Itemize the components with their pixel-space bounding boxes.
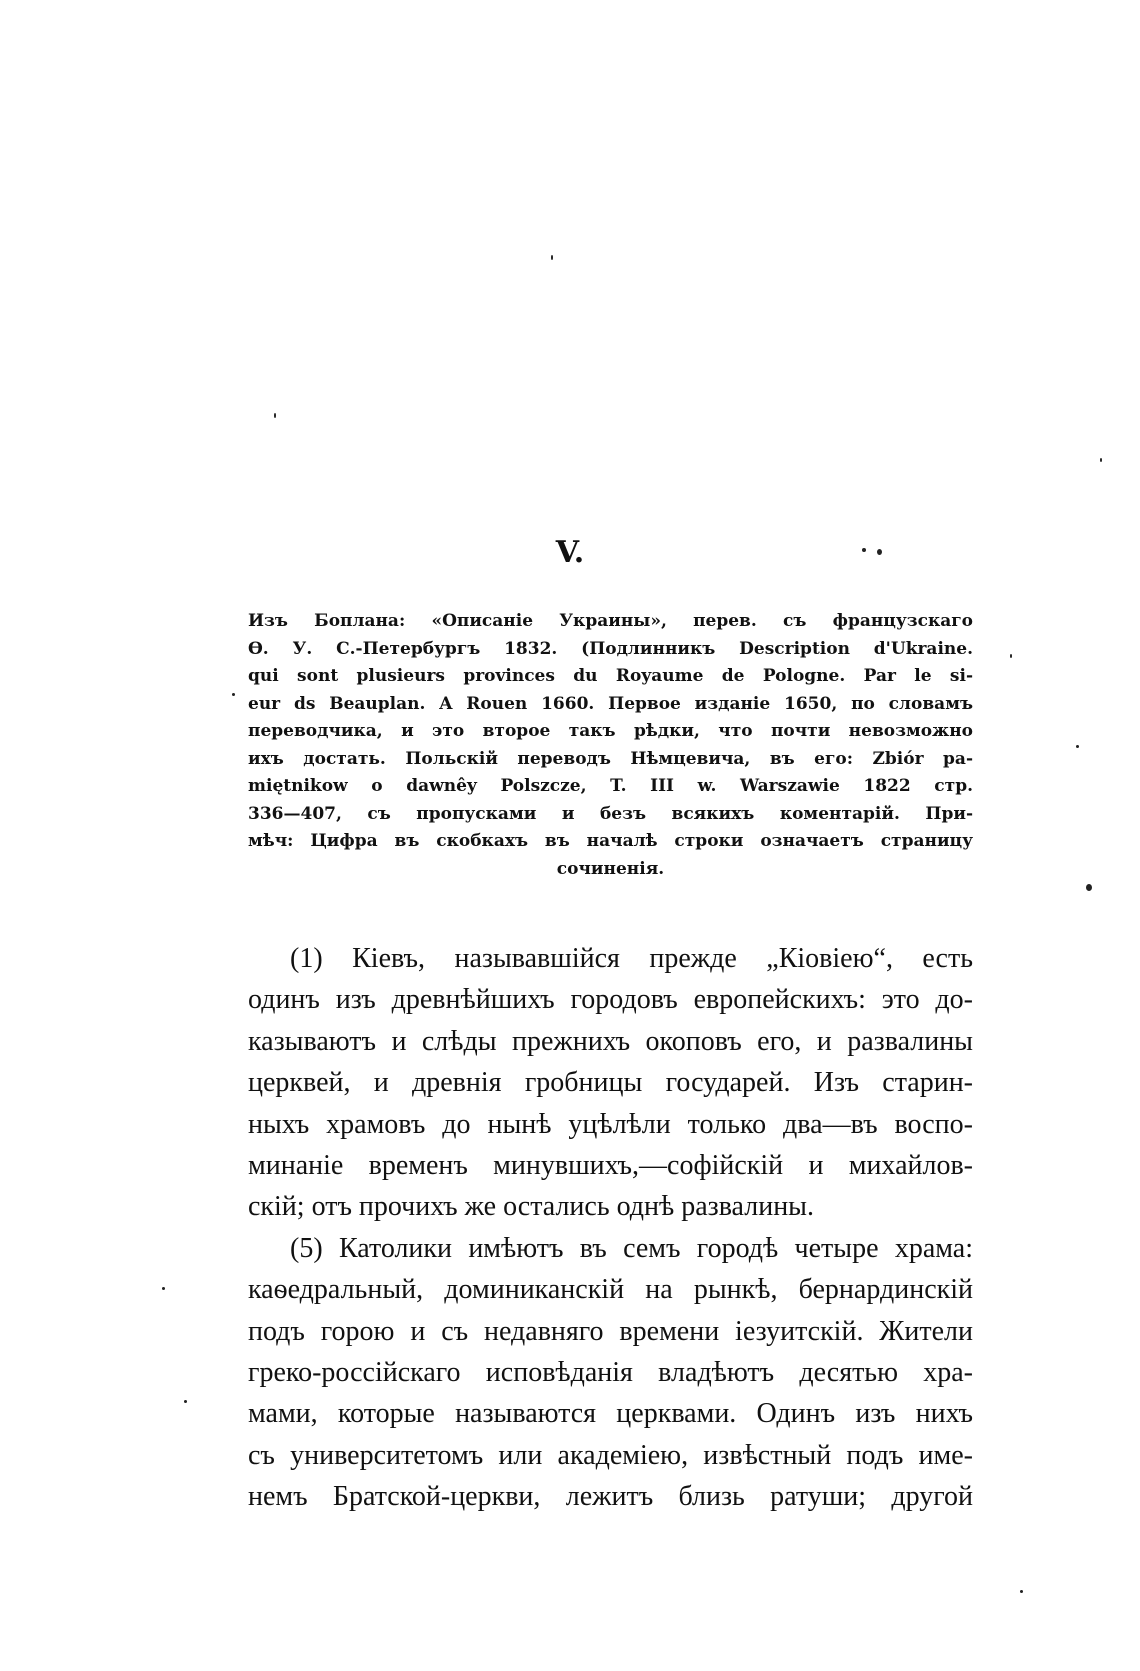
intro-line: ихъ достать. Польскій переводъ Нѣмцевича, въ его: Zbiór pa- — [248, 748, 973, 769]
scan-speck — [232, 693, 235, 696]
scan-speck — [1020, 1590, 1023, 1593]
intro-note — [248, 608, 973, 883]
intro-line: мѣч: Цифра въ скобкахъ въ началѣ строки означаетъ страницу — [248, 831, 973, 851]
intro-line: qui sont plusieurs provinces du Royaume de Pologne. Par le si- — [248, 666, 973, 686]
intro-line: miętnikow o dawnêy Polszcze, T. III w. Warszawie 1822 стр. — [248, 776, 973, 796]
intro-line: сочиненія. — [556, 858, 665, 879]
scan-speck — [1100, 458, 1102, 462]
paragraph-line: греко-россійскаго исповѣданія владѣютъ десятью хра- — [248, 1356, 973, 1388]
paragraph-line: одинъ изъ древнѣйшихъ городовъ европейскихъ: это до- — [248, 984, 973, 1016]
intro-line: Изъ Боплана: «Описаніе Украины», перев. съ французскаго — [248, 611, 973, 631]
paragraph-line: ныхъ храмовъ до нынѣ уцѣлѣли только два—въ воспо- — [248, 1108, 973, 1140]
scan-speck — [1086, 884, 1092, 891]
scan-speck — [1076, 745, 1079, 748]
paragraph-line: съ университетомъ или академіею, извѣстный подъ име- — [248, 1439, 973, 1471]
paragraph-line: подъ горою и съ недавняго времени іезуитскій. Жители — [248, 1315, 973, 1347]
intro-line: eur ds Beauplan. A Rouen 1660. Первое изданіе 1650, по словамъ — [248, 693, 973, 714]
scan-speck — [877, 549, 882, 555]
scan-speck — [184, 1400, 187, 1403]
scan-speck — [162, 1287, 165, 1290]
section-number: V. — [555, 535, 585, 570]
paragraph-line: немъ Братской-церкви, лежитъ близь ратуши; другой — [248, 1481, 973, 1513]
main-text — [248, 938, 973, 1517]
paragraph-line: казываютъ и слѣды прежнихъ окоповъ его, и развалины — [248, 1025, 973, 1057]
scan-speck — [1010, 654, 1012, 658]
paragraph-line: мами, которые называются церквами. Одинъ изъ нихъ — [248, 1398, 973, 1430]
paragraph-line: (1) Кіевъ, называвшійся прежде „Кіовіею“, есть — [290, 943, 973, 974]
paragraph-line: (5) Католики имѣютъ въ семъ городѣ четыре храма: — [290, 1232, 973, 1264]
intro-line: 336—407, съ пропусками и безъ всякихъ коментарій. При- — [248, 803, 973, 824]
paragraph-line: церквей, и древнія гробницы государей. Изъ старин- — [248, 1067, 973, 1099]
scan-speck — [551, 255, 553, 260]
paragraph-line: скій; отъ прочихъ же остались однѣ развалины. — [248, 1191, 814, 1223]
intro-line: переводчика, и это второе такъ рѣдки, что почти невозможно — [248, 721, 973, 741]
paragraph-line: каѳедральный, доминиканскій на рынкѣ, бернардинскій — [248, 1274, 973, 1306]
scan-speck — [862, 548, 866, 552]
scan-speck — [274, 413, 276, 418]
intro-line: Ѳ. У. С.-Петербургъ 1832. (Подлинникъ Description d'Ukraine. — [248, 638, 973, 659]
paragraph-line: минаніе временъ минувшихъ,—софійскій и михайлов- — [248, 1149, 973, 1181]
